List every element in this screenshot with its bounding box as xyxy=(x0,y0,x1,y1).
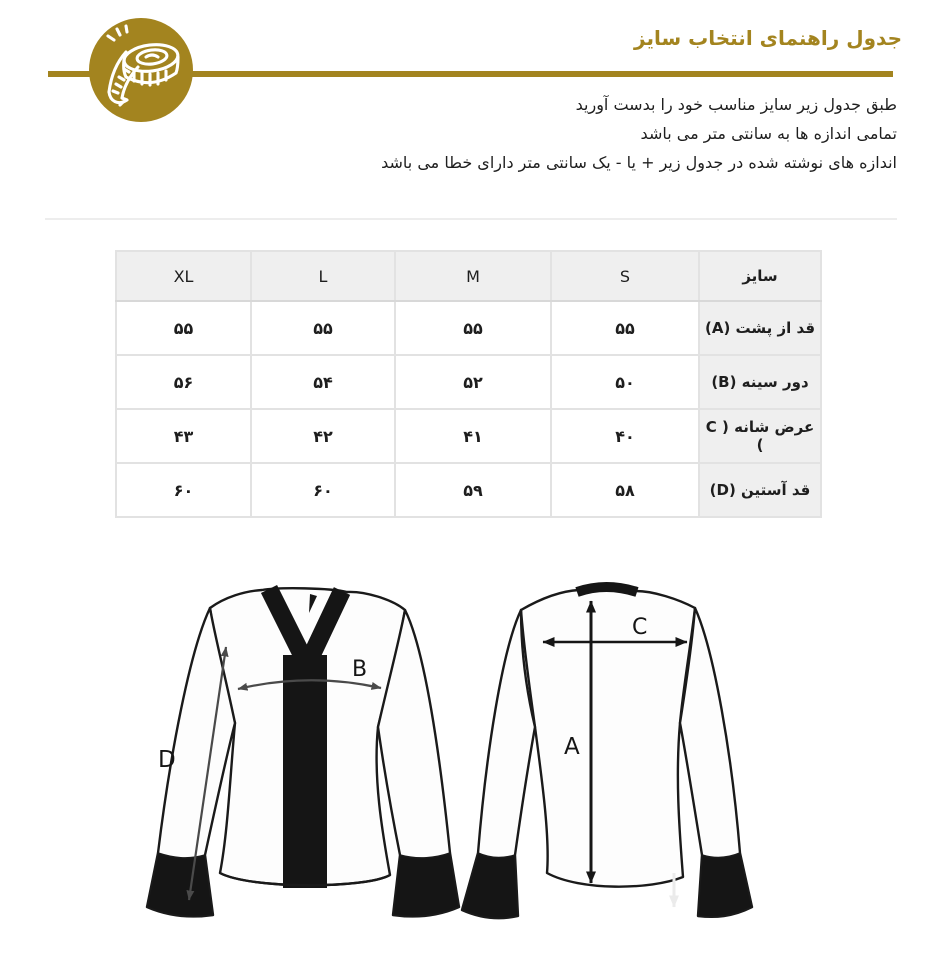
size-table xyxy=(115,250,822,518)
row-label: عرض شانه ( C ) xyxy=(699,409,821,463)
cell-value: ۵۸ xyxy=(551,463,699,517)
intro-line-3: اندازه های نوشته شده در جدول زیر + یا - یک سانتی متر دارای خطا می باشد xyxy=(381,153,897,172)
row-label: قد آستین (D) xyxy=(699,463,821,517)
cell-value: ۶۰ xyxy=(116,463,251,517)
label-back-shoulder: C xyxy=(632,615,648,640)
cell-value: ۴۱ xyxy=(395,409,551,463)
col-header-s: S xyxy=(551,251,699,301)
col-header-xl: XL xyxy=(116,251,251,301)
measurement-diagram xyxy=(130,555,810,965)
cell-value: ۴۰ xyxy=(551,409,699,463)
cell-value: ۶۰ xyxy=(251,463,395,517)
row-label: قد از پشت (A) xyxy=(699,301,821,355)
cell-value: ۵۶ xyxy=(116,355,251,409)
cell-value: ۵۲ xyxy=(395,355,551,409)
tape-measure-icon-art xyxy=(89,18,193,122)
cell-value: ۴۲ xyxy=(251,409,395,463)
cell-value: ۵۵ xyxy=(551,301,699,355)
row-label: دور سینه (B) xyxy=(699,355,821,409)
intro-line-1: طبق جدول زیر سایز مناسب خود را بدست آورید xyxy=(575,95,897,114)
cell-value: ۵۹ xyxy=(395,463,551,517)
col-header-size: سایز xyxy=(699,251,821,301)
cell-value: ۵۵ xyxy=(116,301,251,355)
table-row-chest xyxy=(116,355,821,409)
col-header-m: M xyxy=(395,251,551,301)
table-row-back-length xyxy=(116,301,821,355)
cell-value: ۵۰ xyxy=(551,355,699,409)
front-centre-stripe xyxy=(283,655,327,888)
intro-text xyxy=(381,90,897,177)
garment-front-view xyxy=(147,588,459,916)
back-body xyxy=(521,587,695,887)
back-right-cuff xyxy=(698,853,752,917)
tape-measure-icon xyxy=(89,18,193,122)
front-right-cuff xyxy=(393,853,459,916)
cell-value: ۵۴ xyxy=(251,355,395,409)
intro-line-2: تمامی اندازه ها به سانتی متر می باشد xyxy=(640,124,897,143)
label-back-length: A xyxy=(564,734,580,760)
garment-back-view xyxy=(462,587,752,919)
size-table-header-row xyxy=(116,251,821,301)
back-left-cuff xyxy=(462,853,518,918)
back-collar-band xyxy=(577,587,637,592)
label-front-sleeve: D xyxy=(158,747,176,773)
page-title: جدول راهنمای انتخاب سایز xyxy=(634,26,902,50)
cell-value: ۵۵ xyxy=(251,301,395,355)
cell-value: ۴۳ xyxy=(116,409,251,463)
front-left-cuff xyxy=(147,853,213,916)
col-header-l: L xyxy=(251,251,395,301)
table-row-shoulder xyxy=(116,409,821,463)
section-divider xyxy=(45,218,897,220)
table-row-sleeve xyxy=(116,463,821,517)
label-front-chest: B xyxy=(352,657,368,682)
cell-value: ۵۵ xyxy=(395,301,551,355)
